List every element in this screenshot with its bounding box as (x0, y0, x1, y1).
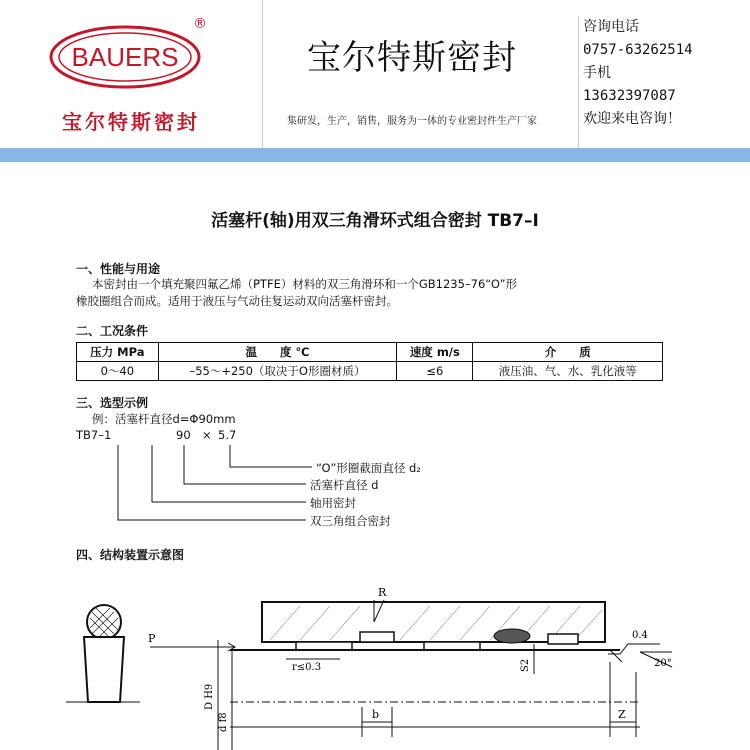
registered-mark: ® (193, 16, 207, 32)
code-part-b: 90 (176, 428, 191, 442)
seal-section-drawing (66, 605, 140, 702)
table-cell: 0～40 (77, 362, 159, 381)
table-header: 速度 m/s (397, 343, 473, 362)
label-rod-diameter: 活塞杆直径 d (310, 478, 379, 492)
section1-heading: 一、性能与用途 (76, 262, 161, 276)
document (0, 162, 750, 750)
label-20: 20° (654, 658, 672, 669)
table-cell: 液压油、气、水、乳化液等 (473, 362, 663, 381)
section2-heading: 二、工况条件 (76, 324, 149, 338)
code-part-c: × (202, 428, 212, 442)
logo-text: BAUERS (71, 42, 179, 72)
header-divider-bar (0, 148, 750, 162)
contact-panel (578, 16, 750, 148)
table-header: 介 质 (473, 343, 663, 362)
label-p: P (148, 632, 156, 645)
brand-name: 宝尔特斯密封 (307, 38, 517, 78)
structure-diagram (0, 162, 750, 750)
mobile-phone[interactable]: 13632397087 (583, 88, 676, 104)
table-cell: ≤6 (397, 362, 473, 381)
welcome-text: 欢迎来电咨询！ (583, 111, 681, 127)
logo-cn-text: 宝尔特斯密封 (62, 110, 200, 134)
label-o-ring-section: “O”形圈截面直径 d₂ (316, 461, 421, 475)
tagline: 集研发，生产，销售，服务为一体的专业密封件生产厂家 (287, 116, 537, 127)
section1-text2: 橡胶圈组合而成。适用于液压与气动往复运动双向活塞杆密封。 (76, 294, 398, 308)
label-r: R (378, 586, 387, 599)
label-shaft-seal: 轴用密封 (310, 496, 356, 510)
example-text: 例：活塞杆直径d=Φ90mm (92, 412, 236, 426)
table-header: 压力 MPa (77, 343, 159, 362)
label-b: b (372, 708, 380, 721)
label-s2: S2 (520, 658, 531, 672)
label-r03: r≤0.3 (292, 662, 322, 673)
section4-heading: 四、结构装置示意图 (76, 548, 185, 562)
section3-heading: 三、选型示例 (76, 396, 149, 410)
contact-label: 咨询电话 (583, 19, 639, 35)
bauers-logo (48, 24, 202, 90)
logo-area (0, 0, 263, 148)
doc-title: 活塞杆(轴)用双三角滑环式组合密封 TB7–I (211, 211, 539, 231)
table-header: 温 度 ℃ (158, 343, 397, 362)
label-dh9: D H9 (204, 683, 215, 710)
code-part-a: TB7–1 (76, 428, 112, 442)
site-header (0, 0, 750, 148)
contact-phone[interactable]: 0757-63262514 (583, 42, 693, 58)
label-combined-seal: 双三角组合密封 (310, 514, 391, 528)
label-04: 0.4 (632, 630, 648, 641)
mobile-label: 手机 (583, 65, 611, 81)
code-part-d: 5.7 (218, 428, 237, 442)
table-cell: –55～+250（取决于O形圈材质） (158, 362, 397, 381)
section1-text1: 本密封由一个填充聚四氟乙烯（PTFE）材料的双三角滑环和一个GB1235–76“O”形 (92, 277, 518, 291)
label-df8: d f8 (218, 712, 229, 732)
label-z: Z (618, 708, 626, 721)
